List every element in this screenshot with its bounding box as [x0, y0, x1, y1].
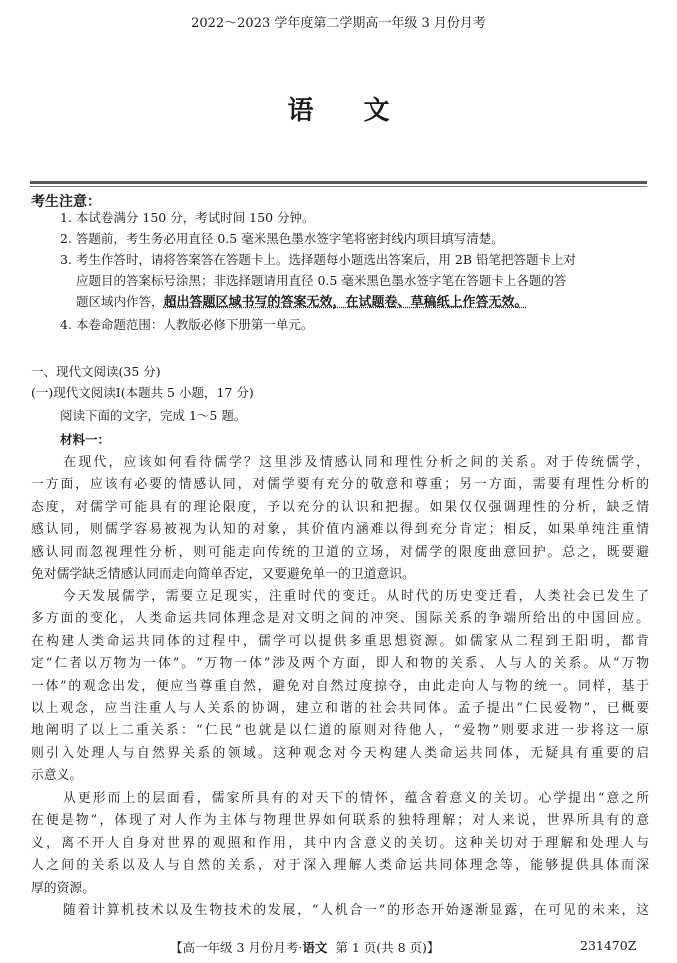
subject-char-1: 语	[287, 96, 314, 126]
subject-title	[0, 90, 677, 127]
passage-line: 在构建人类命运共同体的过程中，儒学可以提供多重思想资源。如儒家从二程到王阳明，都肯	[31, 633, 649, 649]
passage-line: 免对儒学缺乏情感认同而走向简单否定，又要避免单一的卫道意识。	[31, 567, 415, 583]
material-label: 材料一：	[60, 432, 111, 447]
footer-subject: 语文	[302, 940, 328, 955]
part-heading: 一、现代文阅读(35 分)	[31, 364, 161, 379]
passage-line: 感认同而忽视理性分析，则可能走向传统的卫道的立场，对儒学的限度曲意回护。总之，既要避	[31, 544, 649, 560]
page-footer	[170, 938, 439, 956]
notice-item-4: 4. 本卷命题范围：人教版必修下册第一单元。	[60, 317, 314, 332]
passage-line	[31, 788, 649, 810]
passage-line: 示意义。	[31, 768, 83, 784]
footer-exam-label: 【高一年级 3 月份月考·	[170, 940, 303, 955]
passage-line	[31, 900, 649, 922]
line-text: 今天发展儒学，需要立足现实，注重时代的变迁。从时代的历史变迁看，人类社会已发生了	[61, 589, 649, 604]
passage-line: 厚的资源。	[31, 880, 95, 896]
notice-item-3-line-2: 应题目的答案标号涂黑；非选择题请用直径 0.5 毫米黑色墨水签字笔在答题卡上各题的答	[76, 273, 567, 288]
passage-line: 多方面的变化，人类命运共同体理念是对文明之间的冲突、国际关系的争端所给出的中国回应。	[31, 611, 649, 627]
passage-line: 感认同，则儒学容易被视为认知的对象，其价值内涵难以得到充分肯定；相反，如果单纯注重情	[31, 522, 649, 538]
notice-emphasis: 超出答题区域书写的答案无效，在试题卷、草稿纸上作答无效。	[163, 295, 528, 310]
footer-code: 231470Z	[580, 938, 637, 953]
passage-line: 以上观念，应当注重人与人关系的协调，建立和谐的社会共同体。孟子提出“仁民爱物”，已概要	[31, 701, 649, 717]
divider-thick	[30, 181, 647, 184]
passage-line: 人之间的关系以及人与自然的关系，对于深入理解人类命运共同体理念等，能够提供具体而深	[31, 858, 649, 874]
passage-line: 一方面，应该有必要的情感认同，对儒学要有充分的敬意和尊重；另一方面，需要有理性分析的	[31, 477, 649, 493]
passage-line: 义，离不开人自身对世界的观照和作用，其中内含意义的关切。这种关切对于理解和处理人与	[31, 835, 649, 851]
footer-page-number: 第 1 页(共 8 页)】	[335, 940, 440, 955]
reading-instruction: 阅读下面的文字，完成 1～5 题。	[60, 408, 247, 423]
passage-paragraph-2	[31, 586, 649, 788]
notice-item-3-text: 题区域内作答，	[76, 294, 164, 309]
notice-item-3-line-3	[76, 292, 666, 313]
notice-item-1: 1. 本试卷满分 150 分，考试时间 150 分钟。	[60, 210, 315, 225]
line-text: 在现代，应该如何看待儒学？这里涉及情感认同和理性分析之间的关系。对于传统儒学，	[61, 455, 649, 470]
exam-title: 2022～2023 学年度第二学期高一年级 3 月份月考	[191, 16, 486, 31]
passage-paragraph-3	[31, 788, 649, 900]
passage-line: 态度，对儒学可能具有的理论限度，予以充分的认识和把握。如果仅仅强调理性的分析，缺乏情	[31, 499, 649, 515]
line-text: 从更形而上的层面看，儒家所具有的对天下的情怀，蕴含着意义的关切。心学提出“意之所	[61, 791, 649, 806]
notice-item-2: 2. 答题前，考生务必用直径 0.5 毫米黑色墨水签字笔将密封线内项目填写清楚。	[60, 231, 504, 246]
line-text: 随着计算机技术以及生物技术的发展，“人机合一”的形态开始逐渐显露，在可见的未来，这	[61, 903, 649, 918]
notice-item-3-line-1: 3. 考生作答时，请将答案答在答题卡上。选择题每小题选出答案后，用 2B 铅笔把答题卡上对	[60, 252, 576, 267]
passage-line	[31, 452, 649, 474]
notice-heading: 考生注意：	[31, 194, 101, 210]
subject-char-2: 文	[363, 96, 390, 126]
passage-line: 地阐明了以上二重关系：“仁民”也就是以仁道的原则对待他人，“爱物”则要求进一步将这一原	[31, 723, 649, 739]
passage-line	[31, 586, 649, 608]
passage-paragraph-1	[31, 452, 649, 586]
passage-line: 则引入处理人与自然界关系的领域。这种观念对今天构建人类命运共同体，无疑具有重要的启	[31, 745, 649, 761]
passage-line: 定“仁者以万物为一体”。“万物一体”涉及两个方面，即人和物的关系、人与人的关系。从“万物	[31, 656, 649, 672]
passage-line: 在便是物”，体现了对人作为主体与物理世界如何联系的独特理解；对人来说，世界所具有的意	[31, 813, 649, 829]
passage-paragraph-4	[31, 900, 649, 922]
passage-line: 一体”的观念出发，便应当尊重自然，避免对自然过度掠夺，由此走向人与物的统一。同样，基于	[31, 678, 649, 694]
divider-thin	[30, 186, 647, 187]
subsection-heading: (一)现代文阅读Ⅰ(本题共 5 小题，17 分)	[31, 385, 254, 400]
